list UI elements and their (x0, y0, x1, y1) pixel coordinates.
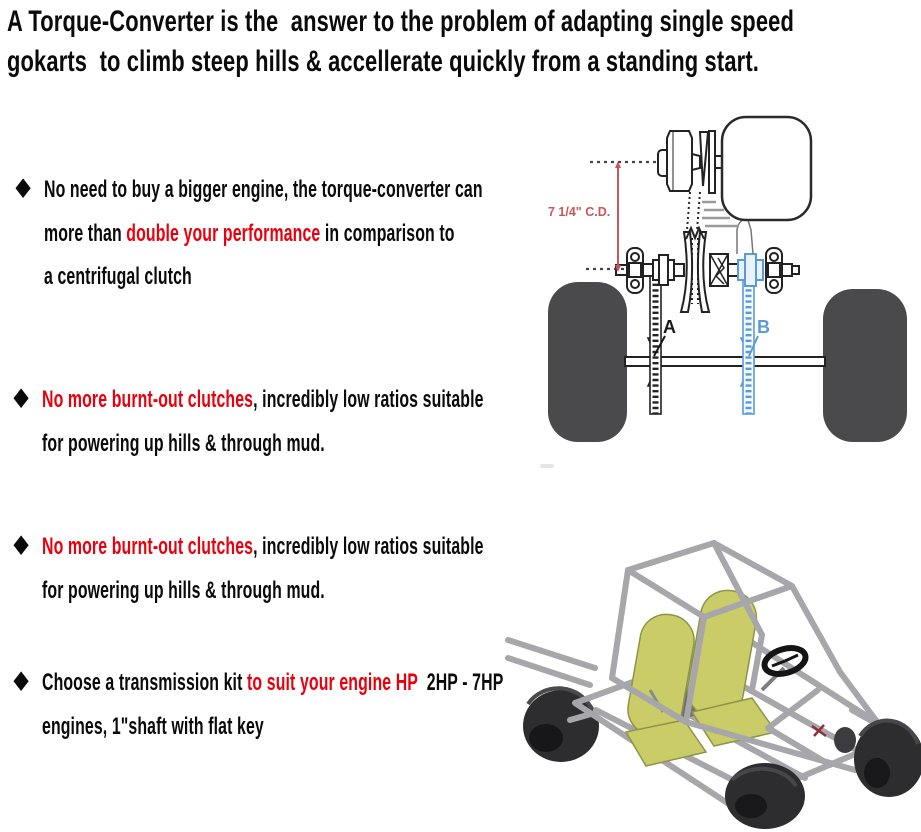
bullet-text-segment: for powering up hills & through mud. (42, 576, 326, 604)
driven-pulley (681, 232, 709, 312)
headline (7, 2, 794, 82)
chain-label-b: B (757, 317, 770, 337)
bullet-text-segment: 2HP - 7HP (417, 669, 504, 696)
bullet-text-highlight: No more burnt-out clutches (42, 533, 254, 560)
diagram-left-tire (548, 282, 627, 442)
engine-block (722, 117, 811, 220)
bullet-text-highlight: to suit your engine HP (247, 669, 418, 696)
diagram-right-tire (823, 289, 907, 442)
bullet-text-segment: No need to buy a bigger engine, the torque-converter can (44, 176, 483, 203)
headline-line2: gokarts to climb steep hills & accellerate quickly from a standing start. (7, 45, 759, 78)
jackshaft-sprocket-b (738, 254, 763, 286)
diamond-bullet-icon: ♦ (9, 384, 34, 415)
bullet-text-segment: , incredibly low ratios suitable (253, 386, 484, 413)
gokart-illustration (500, 540, 921, 832)
kart-front-left-wheel (725, 763, 805, 829)
chain-label-a: A (663, 317, 676, 337)
bullet-text-segment: more than (44, 219, 127, 247)
bullet-text-segment: engines, 1"shaft with flat key (42, 712, 265, 740)
bullet-clutches-2-text (42, 525, 484, 612)
bullet-text-segment: , incredibly low ratios suitable (253, 533, 484, 560)
bullet-engine-text (44, 168, 483, 299)
bullet-text-segment: a centrifugal clutch (44, 263, 193, 290)
dimension-label: 7 1/4" C.D. (548, 205, 611, 219)
jackshaft-assembly (616, 248, 799, 293)
bullet-text-segment: Choose a transmission kit (42, 669, 248, 696)
kart-front-right-wheel (854, 721, 921, 797)
bullet-text-segment: in comparison to (320, 219, 455, 247)
diamond-bullet-icon: ♦ (9, 531, 34, 562)
bullet-clutches-1-text (42, 378, 484, 465)
chain-b (743, 276, 754, 414)
bullet-text-highlight: double your performance (126, 219, 321, 247)
faint-mark (540, 464, 554, 468)
bullet-text-segment: for powering up hills & through mud. (42, 429, 326, 457)
torque-converter-diagram (540, 98, 921, 475)
diamond-bullet-icon: ♦ (11, 174, 36, 205)
driver-clutch (658, 131, 725, 193)
bullet-kit-text (42, 661, 503, 748)
diamond-bullet-icon: ♦ (9, 667, 34, 698)
mounting-bracket (737, 220, 753, 254)
headline-line1: A Torque-Converter is the answer to the problem of adapting single speed (7, 5, 794, 38)
bullet-text-highlight: No more burnt-out clutches (42, 386, 254, 413)
kart-rear-right-hub (834, 727, 856, 753)
